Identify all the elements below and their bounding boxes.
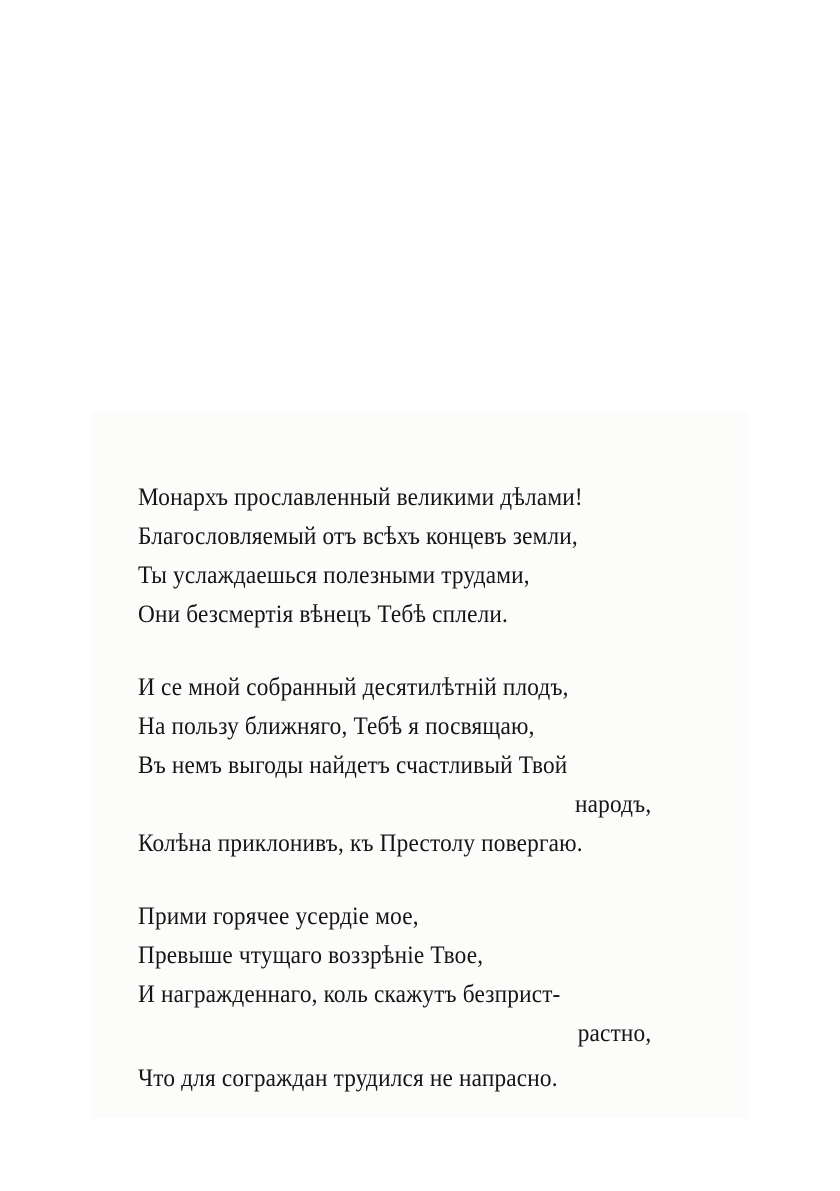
poem-line: Прими горячее усердіе мое, bbox=[138, 903, 419, 930]
poem-line-continuation: народъ, bbox=[575, 791, 652, 818]
poem-line: Колѣна приклонивъ, къ Престолу повергаю. bbox=[138, 830, 583, 857]
stanza-3 bbox=[138, 897, 651, 1098]
poem-line: На пользу ближняго, Тебѣ я посвящаю, bbox=[138, 713, 535, 740]
poem-dedication bbox=[138, 478, 651, 1098]
stanza-1 bbox=[138, 478, 651, 634]
poem-line: Благословляемый отъ всѣхъ концевъ земли, bbox=[138, 523, 578, 550]
poem-line: Въ немъ выгоды найдетъ счастливый Твой bbox=[138, 752, 568, 779]
poem-line: И награжденнаго, коль скажутъ безприст- bbox=[138, 981, 561, 1008]
poem-line: Они безсмертія вѣнецъ Тебѣ сплели. bbox=[138, 601, 509, 628]
poem-line: И се мной собранный десятилѣтній плодъ, bbox=[138, 674, 569, 701]
poem-line: Превыше чтущаго воззрѣніе Твое, bbox=[138, 942, 484, 969]
stanza-2 bbox=[138, 668, 651, 863]
poem-line: Монархъ прославленный великими дѣлами! bbox=[138, 484, 583, 511]
poem-line: Что для сограждан трудился не напрасно. bbox=[138, 1065, 558, 1092]
poem-line: Ты услаждаешься полезными трудами, bbox=[138, 562, 530, 589]
poem-line-continuation: растно, bbox=[577, 1020, 652, 1047]
